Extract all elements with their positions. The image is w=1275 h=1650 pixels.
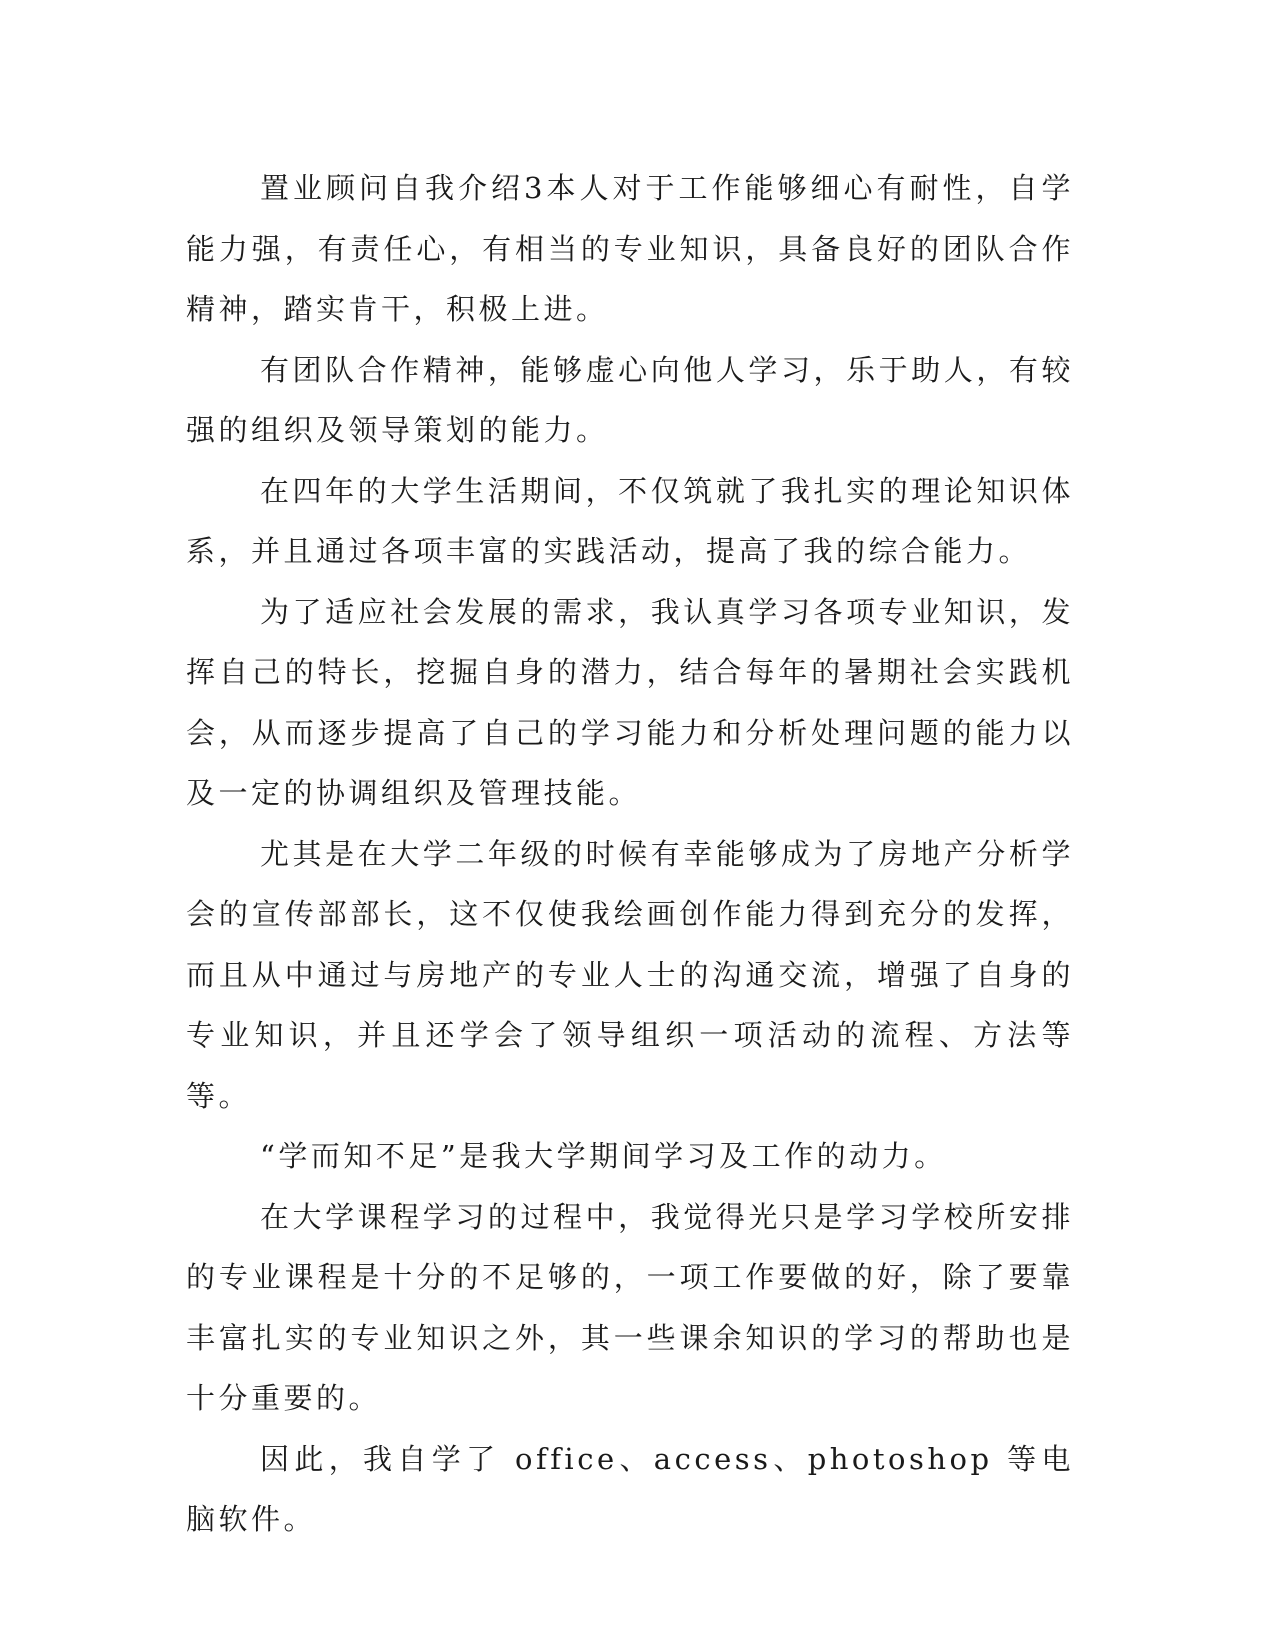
paragraph-1: 置业顾问自我介绍3本人对于工作能够细心有耐性，自学能力强，有责任心，有相当的专业知识，具备良好的团队合作精神，踏实肯干，积极上进。 xyxy=(186,171,1074,326)
paragraph-3: 在四年的大学生活期间，不仅筑就了我扎实的理论知识体系，并且通过各项丰富的实践活动，提高了我的综合能力。 xyxy=(186,473,1074,568)
document-body xyxy=(186,158,1074,1550)
paragraph-7: 在大学课程学习的过程中，我觉得光只是学习学校所安排的专业课程是十分的不足够的，一项工作要做的好，除了要靠丰富扎实的专业知识之外，其一些课余知识的学习的帮助也是十分重要的。 xyxy=(186,1199,1074,1415)
paragraph-5: 尤其是在大学二年级的时候有幸能够成为了房地产分析学会的宣传部部长，这不仅使我绘画创作能力得到充分的发挥，而且从中通过与房地产的专业人士的沟通交流，增强了自身的专业知识，并且还学会了领导组织一项活动的流程、方法等等。 xyxy=(186,836,1074,1113)
paragraph-8: 因此，我自学了 office、access、photoshop 等电脑软件。 xyxy=(186,1441,1074,1536)
paragraph-4: 为了适应社会发展的需求，我认真学习各项专业知识，发挥自己的特长，挖掘自身的潜力，结合每年的暑期社会实践机会，从而逐步提高了自己的学习能力和分析处理问题的能力以及一定的协调组织及管理技能。 xyxy=(186,594,1074,810)
paragraph-2: 有团队合作精神，能够虚心向他人学习，乐于助人，有较强的组织及领导策划的能力。 xyxy=(186,352,1074,447)
paragraph-6: “学而知不足”是我大学期间学习及工作的动力。 xyxy=(260,1139,947,1173)
